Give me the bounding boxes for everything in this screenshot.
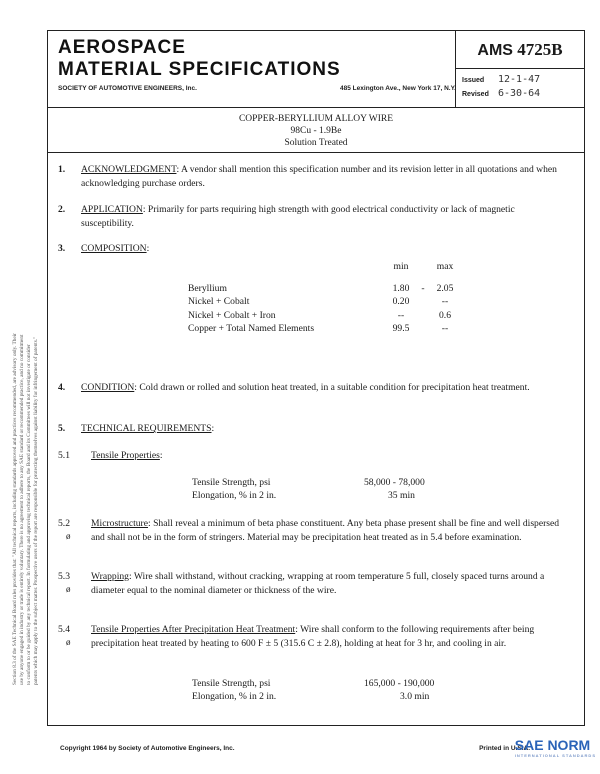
revised-label: Revised (462, 91, 489, 98)
section-content: : Primarily for parts requiring high strength with good electrical conductivity or lack of magnetic susceptibility. (81, 204, 515, 229)
section-heading: ACKNOWLEDGMENT (81, 164, 177, 175)
section-heading: Tensile Properties (91, 450, 160, 461)
document-title (48, 107, 584, 153)
section-number: 5.3 (58, 571, 70, 582)
element-max: 2.05 (436, 282, 454, 294)
element-name: Copper + Total Named Elements (188, 323, 315, 334)
section-number: 1. (58, 164, 66, 175)
header (48, 31, 584, 108)
copyright-notice: Copyright 1964 by Society of Automotive Engineers, Inc. (60, 745, 235, 752)
section-text (81, 203, 566, 230)
brand-line-2: MATERIAL SPECIFICATIONS (58, 59, 341, 80)
disclaimer-line: Section 8.3 of the SAE Technical Board rules provides that: "All technical reports, including standards approved and practices recommended, are advisory only. Their (12, 333, 18, 685)
revision-mark: ø (66, 584, 71, 594)
element-max: 0.6 (439, 309, 451, 321)
element-name: Nickel + Cobalt (188, 296, 250, 307)
property-label: Elongation, % in 2 in. (192, 691, 277, 702)
col-min-header: min (393, 261, 409, 272)
composition-table (188, 260, 462, 336)
section-content: : A vendor shall mention this specification number and its revision letter in all quotations and when acknowledging purchase orders. (81, 164, 557, 189)
property-value: 35 min (388, 490, 415, 501)
disclaimer-line: to conform to or be guided by any technical report. In formulating and approving technical reports, the Board and its Committees will not investigate or consider (26, 344, 32, 685)
section-number: 5.2 (58, 518, 70, 529)
property-value: 165,000 - 190,000 (364, 678, 435, 689)
table-row (188, 309, 462, 323)
revision-mark: ø (66, 531, 71, 541)
ams-number (456, 31, 584, 69)
element-name: Beryllium (188, 282, 227, 294)
footer (60, 745, 590, 752)
specification-sheet (47, 30, 585, 726)
section-text (81, 381, 566, 395)
section-heading: TECHNICAL REQUIREMENTS (81, 423, 212, 434)
ams-dates (462, 73, 540, 101)
range-separator (418, 309, 428, 323)
element-max: -- (441, 296, 449, 307)
section-number: 3. (58, 243, 66, 254)
revised-date: 6-30-64 (498, 88, 541, 99)
ams-box (455, 31, 584, 107)
watermark-text: SAE NORM (514, 737, 591, 753)
section-content: : Wire shall conform to the following requirements after being precipitation heat treated by heating to 600 F ± 5 (315.6 C ± 2.8), holding at heat for 3 hr, and cooling in air. (91, 624, 535, 649)
section-number: 5.1 (58, 450, 70, 461)
section-text (91, 517, 566, 544)
section-tail: : (159, 450, 163, 461)
col-max-header: max (436, 261, 454, 272)
element-min: 99.5 (392, 323, 410, 334)
section-number: 4. (58, 382, 66, 393)
brand-title (58, 37, 341, 81)
section-number: 5. (58, 423, 66, 434)
table-row (188, 322, 462, 336)
brand-line-1: AEROSPACE (58, 37, 186, 58)
section-tail: : (211, 423, 215, 434)
section-heading: Tensile Properties After Precipitation Heat Treatment (91, 624, 296, 635)
section-content: : Wire shall withstand, without cracking, wrapping at room temperature 5 full, closely spaced turns around a diameter equal to the nominal diameter or thickness of the wire. (91, 571, 545, 596)
element-min: 1.80 (392, 282, 410, 294)
section-text (91, 570, 566, 597)
society-address: 485 Lexington Ave., New York 17, N.Y. (340, 85, 456, 92)
ams-code: 4725B (517, 40, 563, 59)
section-tail: : (146, 243, 150, 254)
section-number: 5.4 (58, 624, 70, 635)
watermark-subtext: INTERNATIONAL STANDARDS (514, 753, 596, 758)
printed-in: Printed in U.S.A. (479, 745, 530, 752)
title-line-1: COPPER-BERYLLIUM ALLOY WIRE (238, 114, 394, 124)
revision-mark: ø (66, 637, 71, 647)
property-value: 3.0 min (400, 691, 430, 702)
society-name: SOCIETY OF AUTOMOTIVE ENGINEERS, Inc. (58, 85, 197, 92)
ams-prefix: AMS (477, 42, 513, 59)
section-heading: APPLICATION (81, 204, 143, 215)
issued-date: 12-1-47 (498, 74, 541, 85)
section-content: : Cold drawn or rolled and solution heat treated, in a suitable condition for precipitation heat treatment. (134, 382, 530, 393)
element-name: Nickel + Cobalt + Iron (188, 309, 276, 321)
sae-norm-watermark (515, 737, 596, 758)
element-min: -- (397, 309, 405, 321)
range-separator (418, 322, 428, 336)
element-min: 0.20 (392, 296, 410, 307)
section-heading: Microstructure (91, 518, 149, 529)
disclaimer-line: patents which may apply to the subject matter. Prospective users of the report are responsible for protecting themselves against liability for infringement of patents." (33, 336, 39, 685)
table-row (188, 295, 462, 309)
disclaimer-line: use by anyone engaged in industry or trade is entirely voluntary. There is no agreement to adhere to any SAE standard or recommended practice, and no commitment (19, 334, 25, 685)
element-max: -- (441, 323, 449, 334)
property-label: Tensile Strength, psi (192, 477, 271, 488)
range-separator (418, 295, 428, 309)
section-number: 2. (58, 204, 66, 215)
section-heading: CONDITION (81, 382, 135, 393)
property-label: Tensile Strength, psi (192, 678, 271, 689)
section-content: : Shall reveal a minimum of beta phase constituent. Any beta phase present shall be fine and well dispersed and shall not be in the form of stringers. Material may be precipitation heat treated as in 5.4 before examination. (91, 518, 560, 543)
section-text (81, 422, 566, 436)
table-row (188, 282, 462, 296)
section-heading: Wrapping (91, 571, 129, 582)
range-separator: - (421, 282, 425, 294)
section-text (91, 623, 566, 650)
title-line-3: Solution Treated (284, 138, 348, 148)
issued-label: Issued (462, 77, 485, 84)
property-label: Elongation, % in 2 in. (192, 490, 277, 501)
society-line (58, 85, 456, 92)
property-value: 58,000 - 78,000 (364, 477, 425, 488)
section-text (81, 163, 566, 190)
title-line-2: 98Cu - 1.9Be (290, 126, 342, 136)
section-text (91, 449, 566, 463)
section-text (81, 242, 566, 256)
section-heading: COMPOSITION (81, 243, 147, 254)
